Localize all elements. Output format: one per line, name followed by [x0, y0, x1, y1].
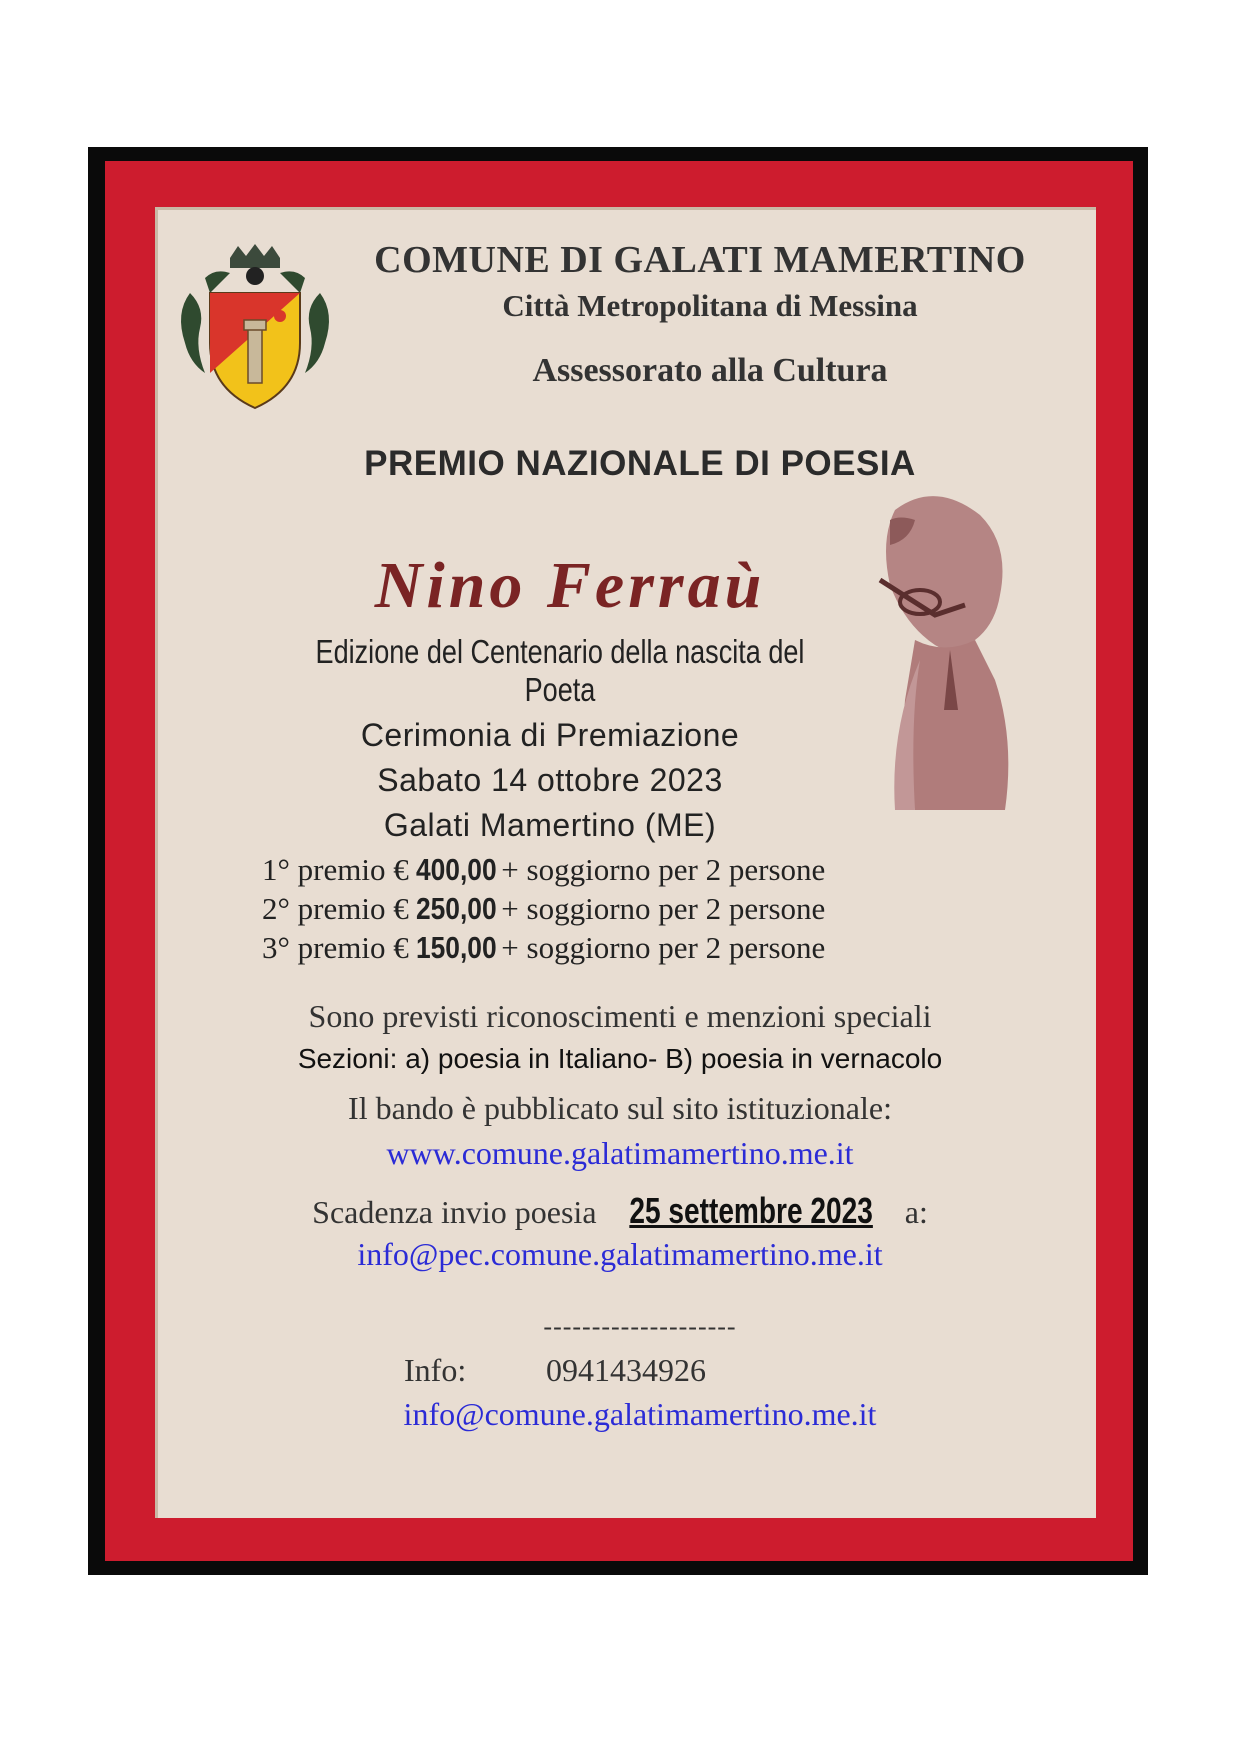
- info-label: Info:: [404, 1352, 467, 1388]
- ceremony-title: Cerimonia di Premiazione: [360, 717, 740, 753]
- ceremony-date: Sabato 14 ottobre 2023: [377, 762, 723, 798]
- citta-subheading: Città Metropolitana di Messina: [502, 288, 918, 323]
- edition-subtitle: Edizione del Centenario della nascita del Poeta: [315, 633, 805, 708]
- separator: --------------------: [543, 1312, 737, 1341]
- prize-rank: 3° premio €: [262, 930, 409, 965]
- comune-heading: COMUNE DI GALATI MAMERTINO: [374, 239, 1026, 281]
- prize-extra: + soggiorno per 2 persone: [501, 852, 826, 887]
- deadline-line: [240, 1190, 1000, 1232]
- assessorato-subheading: Assessorato alla Cultura: [532, 352, 888, 389]
- prize-item-1: [262, 852, 902, 888]
- prize-item-3: [262, 930, 902, 966]
- prize-amount: 150,00: [416, 930, 498, 965]
- prize-rank: 2° premio €: [262, 891, 409, 926]
- prize-extra: + soggiorno per 2 persone: [501, 930, 826, 965]
- prize-amount: 400,00: [416, 852, 498, 887]
- deadline-suffix: a:: [904, 1194, 928, 1230]
- prize-amount: 250,00: [416, 891, 498, 926]
- page-title: PREMIO NAZIONALE DI POESIA: [364, 444, 916, 483]
- info-email-link[interactable]: info@comune.galatimamertino.me.it: [403, 1396, 877, 1432]
- prize-extra: + soggiorno per 2 persone: [501, 891, 826, 926]
- poet-portrait-icon: [860, 490, 1025, 810]
- bando-text: Il bando è pubblicato sul sito istituzionale:: [348, 1090, 892, 1126]
- recognitions-text: Sono previsti riconoscimenti e menzioni speciali: [308, 998, 932, 1034]
- pec-email-link[interactable]: info@pec.comune.galatimamertino.me.it: [357, 1236, 883, 1272]
- deadline-prefix: Scadenza invio poesia: [312, 1194, 597, 1230]
- poet-name: Nino Ferraù: [374, 549, 766, 622]
- prize-item-2: [262, 891, 902, 927]
- info-phone: 0941434926: [546, 1352, 706, 1388]
- coat-of-arms-icon: [170, 238, 340, 413]
- deadline-date: 25 settembre 2023: [628, 1190, 873, 1231]
- website-link[interactable]: www.comune.galatimamertino.me.it: [386, 1135, 854, 1171]
- ceremony-location: Galati Mamertino (ME): [383, 807, 717, 843]
- prize-rank: 1° premio €: [262, 852, 409, 887]
- sections-text: Sezioni: a) poesia in Italiano- B) poesia in vernacolo: [297, 1043, 943, 1074]
